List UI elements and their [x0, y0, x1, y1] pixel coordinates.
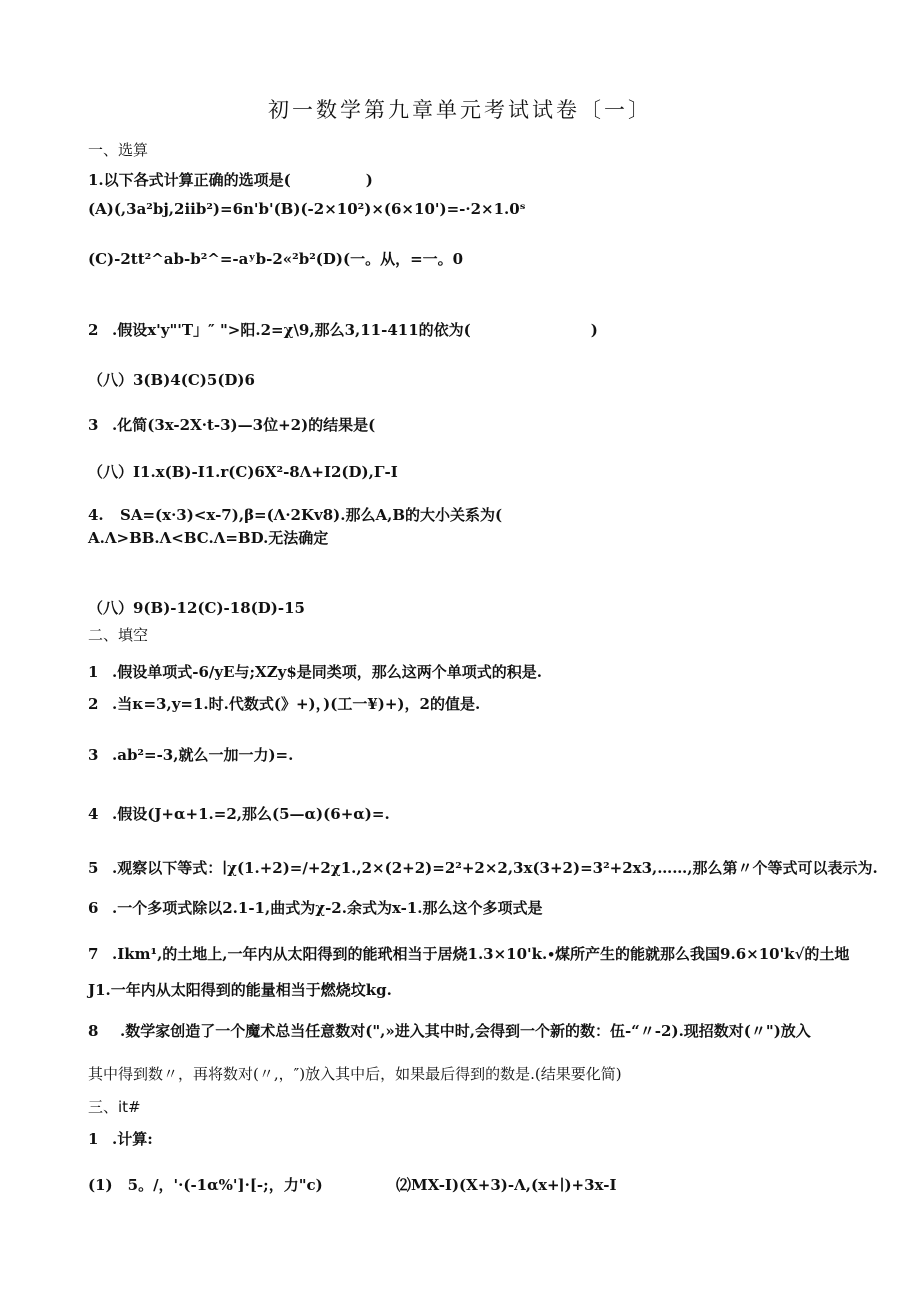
fill-item-7-continuation: J1.一年内从太阳得到的能量相当于燃烧坟kg.: [88, 981, 392, 999]
fill-item-1: [88, 662, 542, 682]
fill-item-4: [88, 804, 390, 824]
fill-item-text: .当κ=3,y=1.时.代数式(》+)，)(工一¥)+)，2的值是.: [112, 695, 481, 713]
fill-item-number: 5: [88, 859, 99, 877]
q4-stem: SA=(x·3)<x-7),β=(Λ·2Kv8).那么A,B的大小关系为(: [120, 506, 503, 524]
calc-q1-text: .计算:: [112, 1130, 153, 1148]
q4-line: [88, 505, 502, 525]
fill-item-text: .Ikm¹,的土地上,一年内从太阳得到的能玳相当于居烧1.3×10'k.∙煤所产生的能就那么我国9.6×10'k√的土地: [112, 945, 850, 963]
fill-item-number: 8: [88, 1022, 99, 1040]
fill-item-text: .观察以下等式：∣χ(1.+2)=∕+2χ1.,2×(2+2)=2²+2×2,3x(3+2)=3²+2x3,……,那么第〃个等式可以表示为.: [112, 859, 878, 877]
calc-q1-line: [88, 1129, 153, 1149]
q4-options: A.Λ>BB.Λ<BC.Λ=BD.无法确定: [88, 529, 329, 547]
fill-item-3: [88, 745, 293, 765]
section-heading-calc: 三、it#: [88, 1098, 141, 1116]
calc-item-1: (1) 5。/，'·(-1α%']·[-;，力"c): [88, 1176, 323, 1194]
q2-number: 2: [88, 321, 99, 339]
q5-options: （八）9(B)-12(C)-18(D)-15: [88, 599, 305, 617]
fill-item-number: 2: [88, 695, 99, 713]
fill-item-text: .假设单项式-6∕yE与;XZy$是同类项，那么这两个单项式的积是.: [112, 663, 543, 681]
q2-options: （八）3(B)4(C)5(D)6: [88, 371, 255, 389]
section-heading-choice: 一、选算: [88, 141, 149, 159]
q1-options-ab: (A)(,3a²bj,2iib²)=6n'b'(B)(-2×10²)×(6×10')=-·2×1.0ˢ: [88, 200, 526, 218]
fill-item-8-continuation: 其中得到数〃，再将数对(〃,，″)放入其中后，如果最后得到的数是.(结果要化简): [88, 1065, 622, 1083]
fill-item-6: [88, 898, 543, 918]
fill-item-2: [88, 694, 480, 714]
q3-number: 3: [88, 416, 99, 434]
fill-item-text: .一个多项式除以2.1-1,曲式为χ-2.余式为x-1.那么这个多项式是: [112, 899, 543, 917]
fill-item-text: .数学家创造了一个魔术总当任意数对(",»进入其中时,会得到一个新的数：伍-“〃-2).现招数对(〃")放入: [120, 1022, 811, 1040]
fill-item-7: [88, 944, 849, 964]
fill-item-number: 7: [88, 945, 99, 963]
calc-q1-number: 1: [88, 1130, 99, 1148]
page-title: 初一数学第九章单元考试试卷〔一〕: [268, 98, 652, 122]
q2-line: [88, 320, 598, 340]
fill-item-number: 6: [88, 899, 99, 917]
q1-stem: 1.以下各式计算正确的选项是( ): [88, 171, 373, 189]
fill-item-number: 1: [88, 663, 99, 681]
fill-item-number: 3: [88, 746, 99, 764]
section-heading-fill: 二、填空: [88, 626, 149, 644]
q3-line: [88, 415, 375, 435]
q3-options: （八）I1.x(B)-I1.r(C)6X²-8Λ+I2(D),Γ-I: [88, 463, 398, 481]
q3-stem: .化简(3x-2X·t-3)—3位+2)的结果是(: [112, 416, 376, 434]
fill-item-8: [88, 1021, 811, 1041]
fill-item-number: 4: [88, 805, 99, 823]
q1-options-cd: (C)-2tt²^ab-b²^=-aʸb-2«²b²(D)(一。从，=一。0: [88, 250, 464, 268]
q4-number: 4.: [88, 506, 104, 524]
fill-item-5: [88, 858, 878, 878]
calc-item-2: ⑵MX-I)(X+3)-Λ,(x+∣)+3x-I: [396, 1176, 617, 1194]
fill-item-text: .ab²=-3,就么一加一力)=.: [112, 746, 294, 764]
q2-stem: .假设x'y"'T」″ ">阳.2=χ\9,那么3,11-411的依为( ): [112, 321, 598, 339]
fill-item-text: .假设(J+α+1.=2,那么(5—α)(6+α)=.: [112, 805, 390, 823]
